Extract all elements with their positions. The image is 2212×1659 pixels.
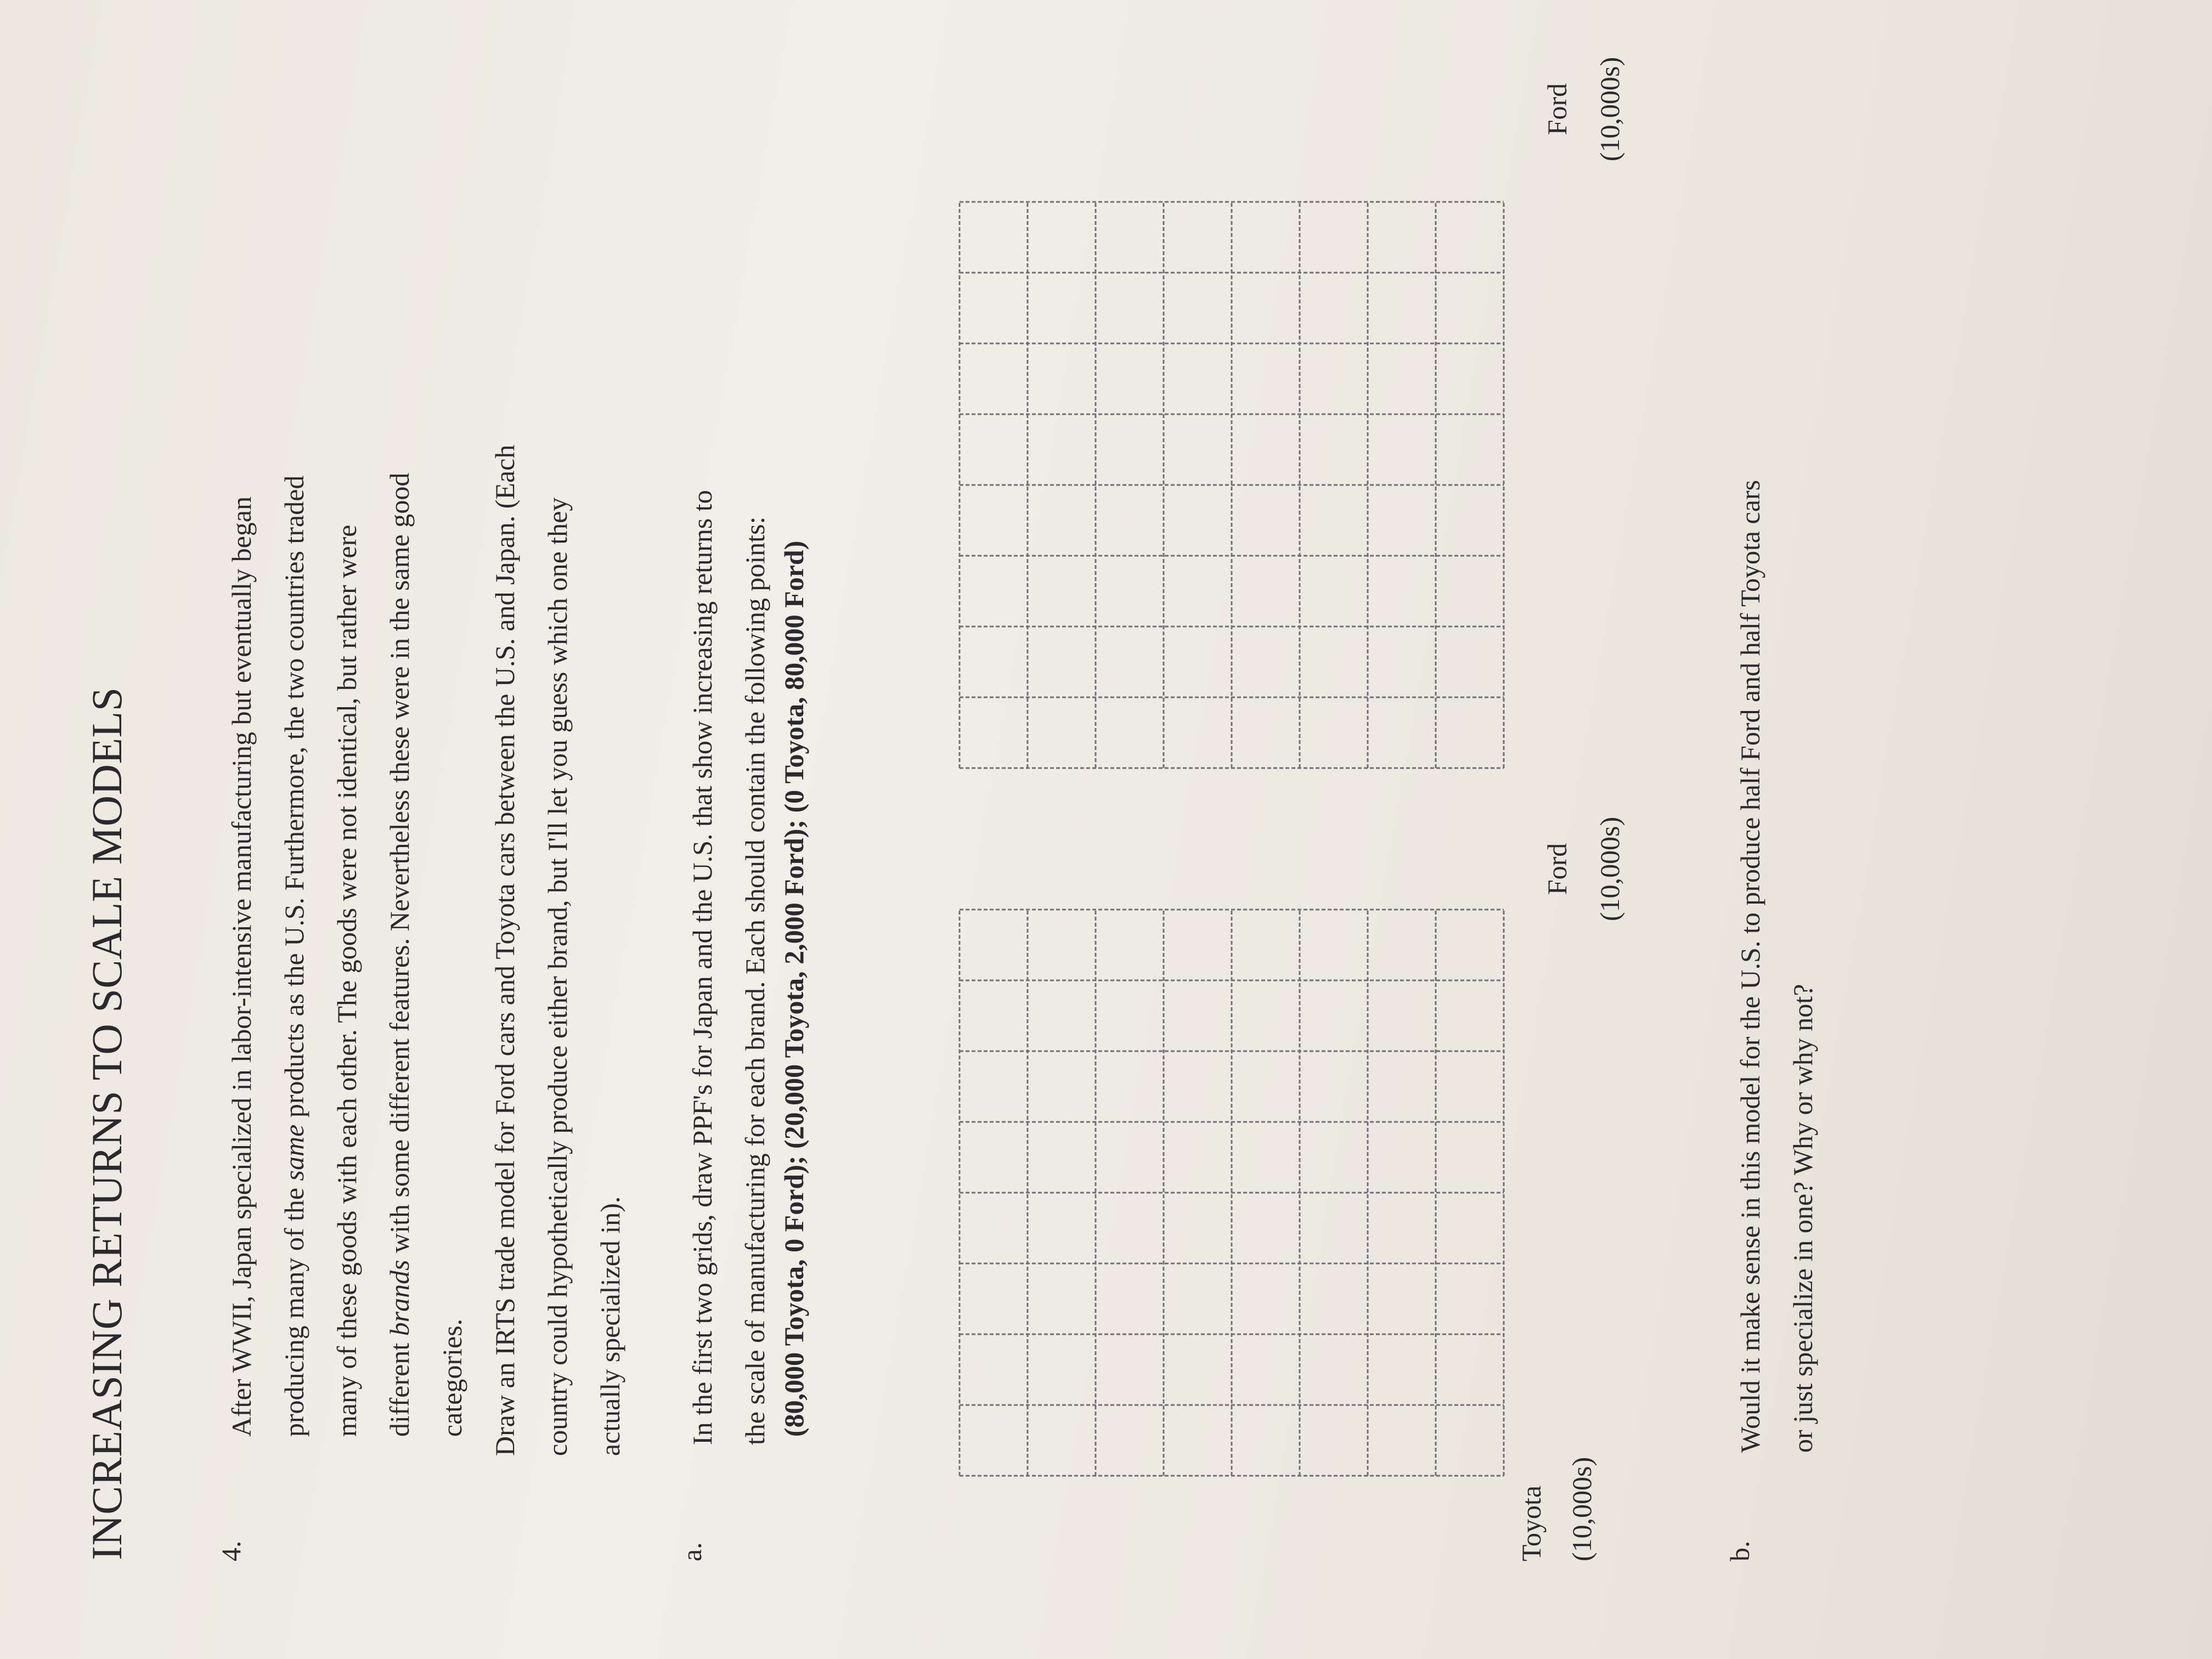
part-a-marker: a.: [676, 1542, 707, 1561]
paragraph-line: many of these goods with each other. The goods were not identical, but rather were: [331, 524, 362, 1437]
question-paragraph-1: [215, 473, 478, 1437]
paragraph-line: In the first two grids, draw PPF's for Japan and the U.S. that show increasing returns to: [687, 490, 718, 1445]
page-title: INCREASING RETURNS TO SCALE MODELS: [83, 687, 131, 1560]
y-axis-unit: (10,000s): [1566, 1457, 1597, 1561]
part-b-question: [1724, 480, 1829, 1453]
required-points: (80,000 Toyota, 0 Ford); (20,000 Toyota, 2,000 Ford); (0 Toyota, 80,000 Ford): [778, 540, 809, 1437]
paragraph-line: or just specialize in one? Why or why not?: [1787, 984, 1818, 1453]
grid-japan[interactable]: [957, 907, 1506, 1478]
grid-left-svg: [957, 907, 1506, 1478]
x-axis-title: Ford: [1542, 843, 1572, 895]
x-axis-unit: (10,000s): [1594, 816, 1625, 922]
x-axis-title: Ford: [1542, 83, 1572, 136]
part-a-instructions: [676, 490, 781, 1445]
y-axis-label: [1506, 1457, 1607, 1561]
grid-us[interactable]: [957, 200, 1506, 770]
paragraph-line: the scale of manufacturing for each brand. Each should contain the following points:: [740, 516, 770, 1445]
question-paragraph-2: [478, 445, 636, 1456]
paragraph-line: After WWII, Japan specialized in labor-intensive manufacturing but eventually began: [226, 496, 257, 1437]
x-axis-label-right: [1531, 16, 1636, 202]
paragraph-line: Draw an IRTS trade model for Ford cars and Toyota cars between the U.S. and Japan. (Each: [489, 444, 520, 1456]
grid-right-svg: [957, 200, 1506, 770]
paragraph-line: categories.: [437, 1318, 467, 1437]
paragraph-line: Would it make sense in this model for the U.S. to produce half Ford and half Toyota cars: [1735, 479, 1765, 1453]
paragraph-line: different brands with some different features. Nevertheless these were in the same good: [384, 472, 415, 1437]
x-axis-label-left: [1531, 776, 1636, 962]
part-b-marker: b.: [1724, 1541, 1755, 1561]
x-axis-unit: (10,000s): [1594, 57, 1625, 162]
y-axis-title: Toyota: [1516, 1485, 1547, 1561]
question-number: 4.: [216, 1541, 246, 1561]
paragraph-line: producing many of the same products as the U.S. Furthermore, the two countries traded: [279, 475, 309, 1437]
paragraph-line: country could hypothetically produce either brand, but I'll let you guess which one they: [542, 497, 573, 1456]
paragraph-line: actually specialized in).: [595, 1196, 625, 1456]
